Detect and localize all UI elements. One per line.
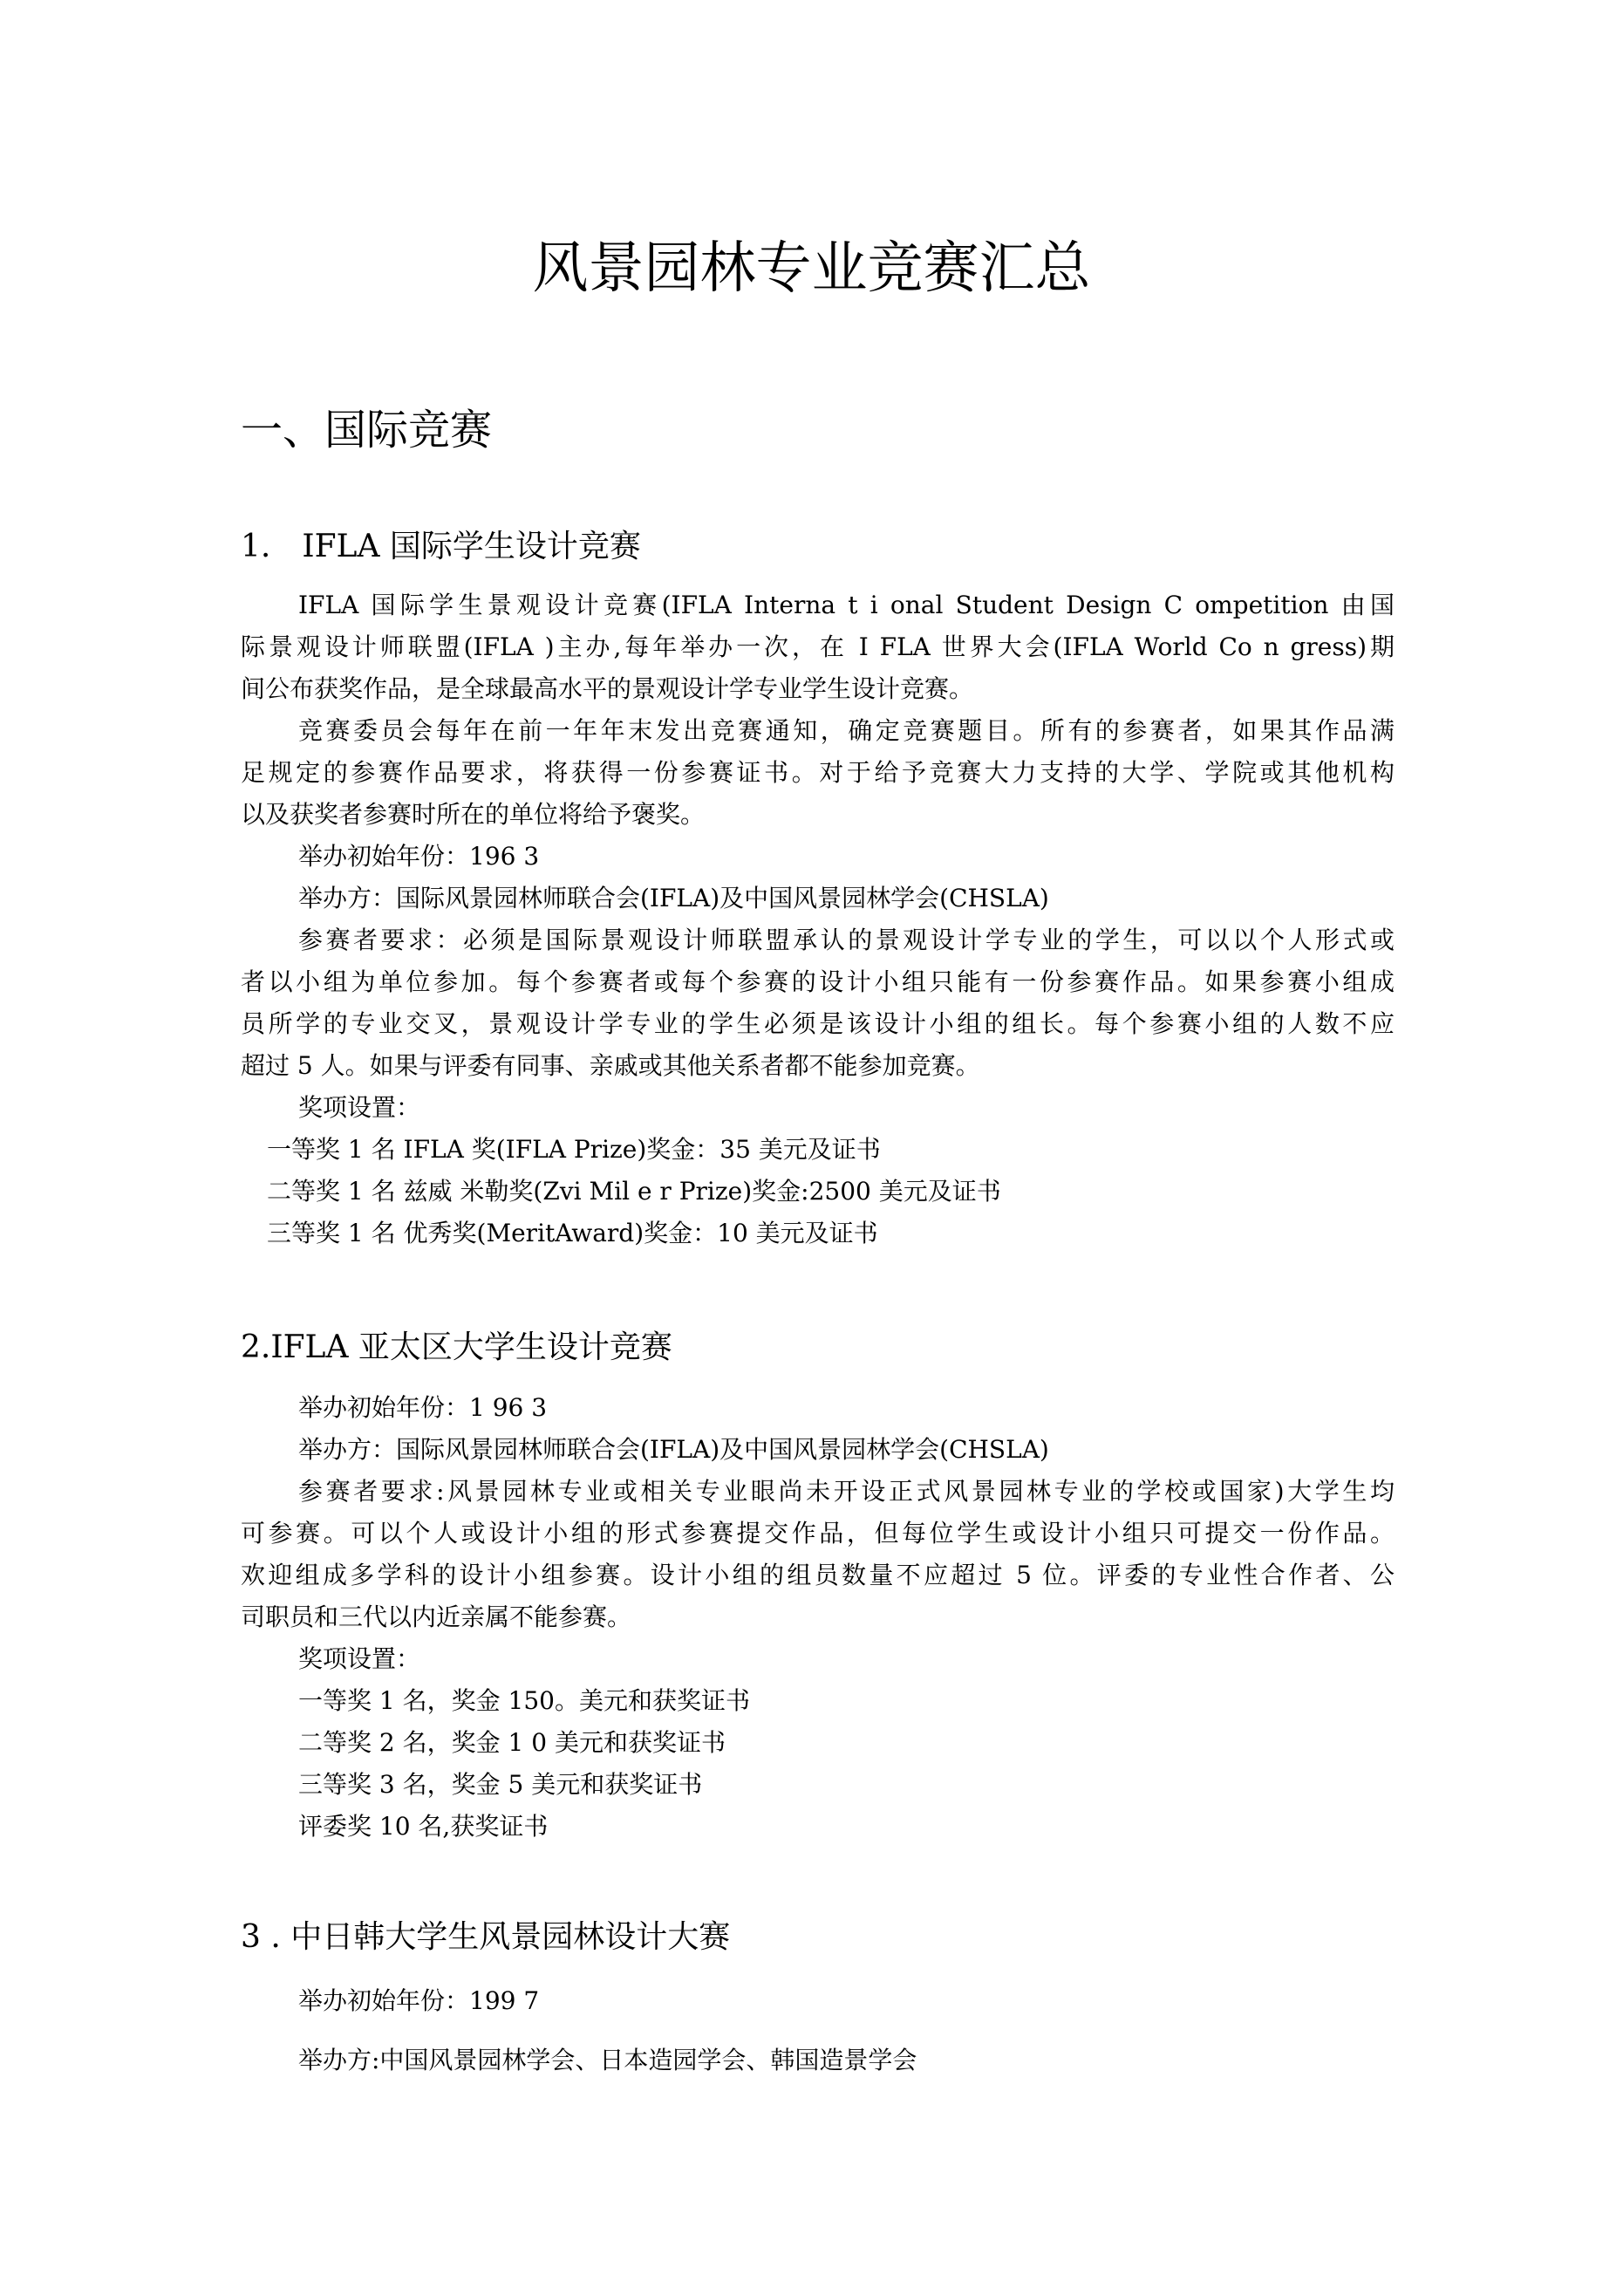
competition-3-heading: 3 . 中日韩大学生风景园林设计大赛 (241, 1919, 731, 1955)
competition-2-organizer: 举办方：国际风景园林师联合会(IFLA)及中国风景园林学会(CHSLA) (298, 1435, 1049, 1464)
competition-2-requirements-line: 司职员和三代以内近亲属不能参赛。 (241, 1602, 632, 1631)
competition-3-start-year: 举办初始年份：199 7 (298, 1986, 540, 2015)
competition-1-intro-line: 际景观设计师联盟(IFLA )主办,每年举办一次，在 I FLA 世界大会(IFLA World Co n gress)期 (241, 632, 1395, 661)
competition-2-award-item: 二等奖 2 名，奖金 1 0 美元和获奖证书 (298, 1728, 726, 1757)
competition-1-award-item: 三等奖 1 名 优秀奖(MeritAward)奖金：10 美元及证书 (267, 1219, 878, 1247)
competition-2-awards-label: 奖项设置： (298, 1644, 421, 1673)
competition-1-award-item: 一等奖 1 名 IFLA 奖(IFLA Prize)奖金：35 美元及证书 (267, 1135, 881, 1164)
competition-1-notice-line: 以及获奖者参赛时所在的单位将给予褒奖。 (241, 800, 706, 829)
competition-1-start-year: 举办初始年份：196 3 (298, 842, 540, 871)
competition-2-requirements-line: 欢迎组成多学科的设计小组参赛。设计小组的组员数量不应超过 5 位。评委的专业性合作者、公 (241, 1561, 1395, 1589)
competition-2-award-item: 三等奖 3 名，奖金 5 美元和获奖证书 (298, 1770, 703, 1799)
competition-1-requirements-line: 者以小组为单位参加。每个参赛者或每个参赛的设计小组只能有一份参赛作品。如果参赛小组成 (241, 967, 1395, 996)
competition-1-notice-line: 竞赛委员会每年在前一年年末发出竞赛通知，确定竞赛题目。所有的参赛者，如果其作品满 (298, 716, 1395, 745)
competition-1-intro-line: 间公布获奖作品，是全球最高水平的景观设计学专业学生设计竞赛。 (241, 674, 974, 703)
competition-1-requirements-line: 参赛者要求：必须是国际景观设计师联盟承认的景观设计学专业的学生，可以以个人形式或 (298, 926, 1395, 954)
section-heading-international: 一、国际竞赛 (241, 406, 493, 454)
document-title: 风景园林专业竞赛汇总 (532, 236, 1091, 301)
competition-1-organizer: 举办方：国际风景园林师联合会(IFLA)及中国风景园林学会(CHSLA) (298, 884, 1049, 912)
competition-1-heading: 1. IFLA 国际学生设计竞赛 (241, 529, 641, 564)
competition-2-award-item: 一等奖 1 名，奖金 150。美元和获奖证书 (298, 1686, 750, 1715)
competition-2-requirements-line: 参赛者要求:风景园林专业或相关专业眼尚未开设正式风景园林专业的学校或国家)大学生均 (298, 1477, 1395, 1506)
competition-1-intro-line: IFLA 国际学生景观设计竞赛(IFLA Interna t i onal Student Design C ompetition 由国 (298, 591, 1395, 619)
competition-3-organizer: 举办方:中国风景园林学会、日本造园学会、韩国造景学会 (298, 2046, 917, 2074)
competition-2-start-year: 举办初始年份：1 96 3 (298, 1393, 548, 1422)
competition-1-requirements-line: 超过 5 人。如果与评委有同事、亲戚或其他关系者都不能参加竞赛。 (241, 1051, 980, 1080)
competition-1-requirements-line: 员所学的专业交叉，景观设计学专业的学生必须是该设计小组的组长。每个参赛小组的人数不应 (241, 1009, 1395, 1038)
competition-1-awards-label: 奖项设置： (298, 1093, 421, 1122)
competition-2-requirements-line: 可参赛。可以个人或设计小组的形式参赛提交作品，但每位学生或设计小组只可提交一份作品。 (241, 1519, 1395, 1548)
competition-1-notice-line: 足规定的参赛作品要求，将获得一份参赛证书。对于给予竞赛大力支持的大学、学院或其他机构 (241, 758, 1395, 787)
competition-1-award-item: 二等奖 1 名 兹威 米勒奖(Zvi Mil e r Prize)奖金:2500 美元及证书 (267, 1177, 1001, 1206)
competition-2-award-item: 评委奖 10 名,获奖证书 (298, 1812, 549, 1841)
competition-2-heading: 2.IFLA 亚太区大学生设计竞赛 (241, 1329, 672, 1365)
